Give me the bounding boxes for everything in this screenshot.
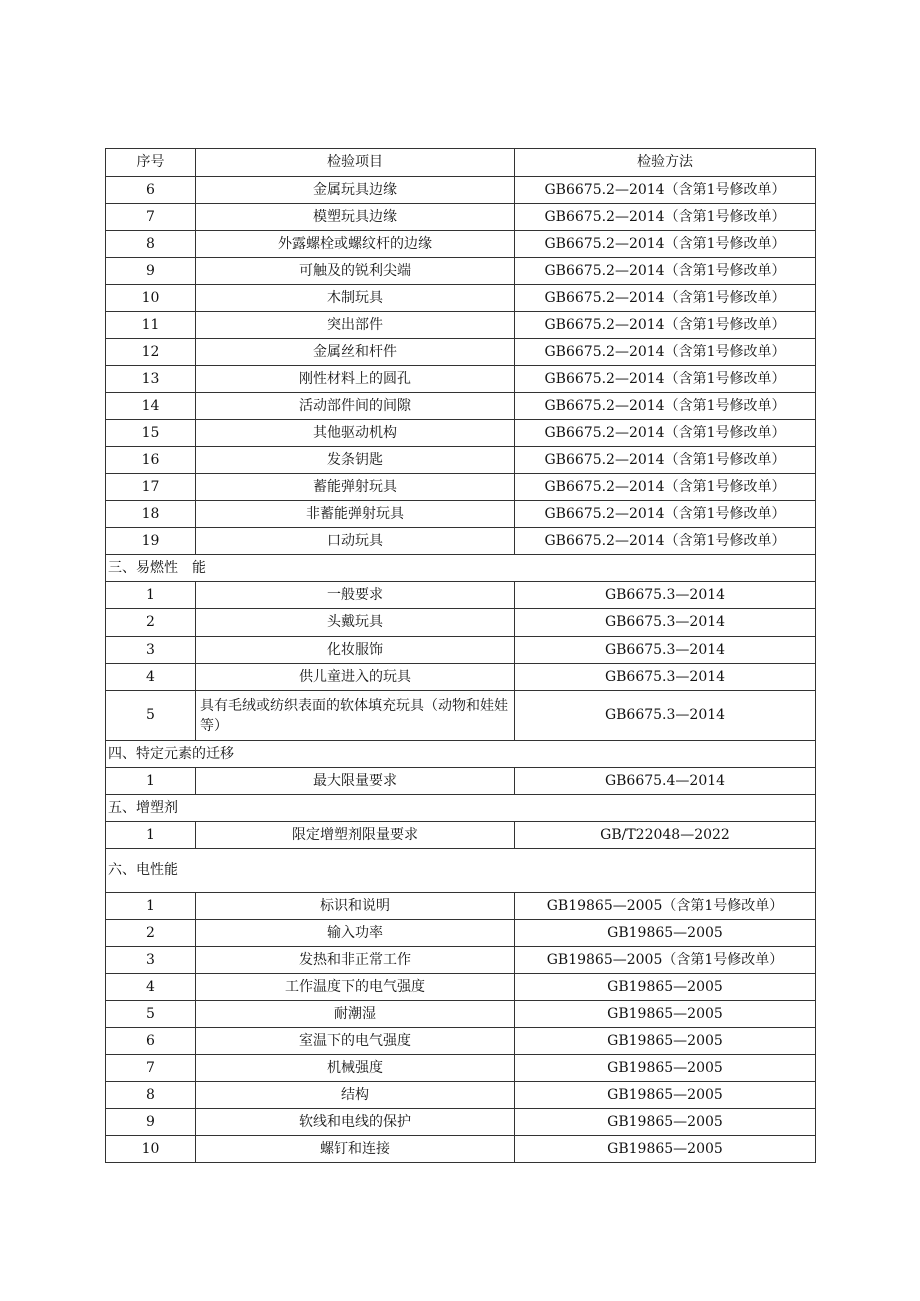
section-heading-row [106, 795, 816, 822]
row-method: GB6675.3—2014 [515, 609, 816, 637]
table-row [106, 664, 816, 691]
table-row [106, 1082, 816, 1109]
row-no: 10 [106, 285, 196, 312]
row-item: 突出部件 [196, 312, 515, 339]
row-method: GB19865—2005 [515, 920, 816, 947]
row-item: 标识和说明 [196, 893, 515, 920]
table-row [106, 1028, 816, 1055]
header-item: 检验项目 [196, 149, 515, 177]
row-method: GB6675.3—2014 [515, 664, 816, 691]
row-item: 其他驱动机构 [196, 420, 515, 447]
row-method: GB6675.3—2014 [515, 582, 816, 609]
row-item: 最大限量要求 [196, 768, 515, 795]
row-no: 1 [106, 822, 196, 849]
table-row [106, 637, 816, 664]
row-no: 8 [106, 1082, 196, 1109]
table-row [106, 1001, 816, 1028]
table-row [106, 947, 816, 974]
table-row [106, 474, 816, 501]
row-item: 口动玩具 [196, 528, 515, 555]
table-row [106, 177, 816, 204]
row-item: 软线和电线的保护 [196, 1109, 515, 1136]
row-no: 2 [106, 609, 196, 637]
row-method: GB6675.2—2014（含第1号修改单） [515, 474, 816, 501]
row-no: 7 [106, 1055, 196, 1082]
section-title: 六、电性能 [106, 849, 816, 893]
row-no: 17 [106, 474, 196, 501]
table-row [106, 366, 816, 393]
row-method: GB19865—2005 [515, 1028, 816, 1055]
table-row [106, 339, 816, 366]
row-method: GB6675.3—2014 [515, 691, 816, 741]
row-item: 输入功率 [196, 920, 515, 947]
row-no: 9 [106, 258, 196, 285]
table-row [106, 528, 816, 555]
row-no: 1 [106, 893, 196, 920]
row-no: 13 [106, 366, 196, 393]
row-no: 5 [106, 1001, 196, 1028]
row-item: 限定增塑剂限量要求 [196, 822, 515, 849]
table-row [106, 768, 816, 795]
row-method: GB6675.2—2014（含第1号修改单） [515, 231, 816, 258]
row-method: GB6675.2—2014（含第1号修改单） [515, 420, 816, 447]
row-method: GB19865—2005 [515, 1109, 816, 1136]
section-title: 五、增塑剂 [106, 795, 816, 822]
row-method: GB19865—2005 [515, 974, 816, 1001]
row-item: 具有毛绒或纺织表面的软体填充玩具（动物和娃娃等） [196, 691, 515, 741]
row-method: GB19865—2005 [515, 1136, 816, 1163]
row-no: 4 [106, 664, 196, 691]
row-no: 7 [106, 204, 196, 231]
table-row [106, 447, 816, 474]
row-item: 发条钥匙 [196, 447, 515, 474]
row-item: 刚性材料上的圆孔 [196, 366, 515, 393]
row-method: GB6675.2—2014（含第1号修改单） [515, 393, 816, 420]
table-row [106, 1055, 816, 1082]
row-method: GB6675.2—2014（含第1号修改单） [515, 177, 816, 204]
table-row [106, 501, 816, 528]
table-row [106, 582, 816, 609]
row-method: GB6675.2—2014（含第1号修改单） [515, 528, 816, 555]
row-method: GB6675.2—2014（含第1号修改单） [515, 204, 816, 231]
row-no: 16 [106, 447, 196, 474]
row-method: GB6675.3—2014 [515, 637, 816, 664]
table-row [106, 312, 816, 339]
row-no: 3 [106, 947, 196, 974]
row-item: 供儿童进入的玩具 [196, 664, 515, 691]
table-row [106, 1136, 816, 1163]
row-item: 头戴玩具 [196, 609, 515, 637]
row-item: 机械强度 [196, 1055, 515, 1082]
row-item: 工作温度下的电气强度 [196, 974, 515, 1001]
table-row [106, 822, 816, 849]
row-method: GB6675.2—2014（含第1号修改单） [515, 447, 816, 474]
table-row [106, 609, 816, 637]
table-row [106, 393, 816, 420]
section-title: 四、特定元素的迁移 [106, 741, 816, 768]
row-method: GB6675.2—2014（含第1号修改单） [515, 366, 816, 393]
row-no: 19 [106, 528, 196, 555]
row-no: 1 [106, 582, 196, 609]
row-item: 活动部件间的间隙 [196, 393, 515, 420]
row-item: 化妆服饰 [196, 637, 515, 664]
row-method: GB19865—2005 [515, 1055, 816, 1082]
row-method: GB6675.4—2014 [515, 768, 816, 795]
row-no: 10 [106, 1136, 196, 1163]
row-no: 4 [106, 974, 196, 1001]
row-item: 结构 [196, 1082, 515, 1109]
row-no: 14 [106, 393, 196, 420]
row-no: 1 [106, 768, 196, 795]
row-no: 3 [106, 637, 196, 664]
section-heading-row [106, 555, 816, 582]
row-no: 6 [106, 177, 196, 204]
table-row [106, 893, 816, 920]
row-no: 12 [106, 339, 196, 366]
row-item: 模塑玩具边缘 [196, 204, 515, 231]
row-item: 蓄能弹射玩具 [196, 474, 515, 501]
row-item: 室温下的电气强度 [196, 1028, 515, 1055]
row-method: GB19865—2005（含第1号修改单） [515, 947, 816, 974]
inspection-table [105, 148, 816, 1163]
table-row [106, 285, 816, 312]
row-no: 5 [106, 691, 196, 741]
header-no: 序号 [106, 149, 196, 177]
table-row [106, 204, 816, 231]
row-no: 6 [106, 1028, 196, 1055]
table-row [106, 1109, 816, 1136]
section-heading-row [106, 741, 816, 768]
row-method: GB6675.2—2014（含第1号修改单） [515, 312, 816, 339]
table-row [106, 420, 816, 447]
row-item: 外露螺栓或螺纹杆的边缘 [196, 231, 515, 258]
row-item: 金属玩具边缘 [196, 177, 515, 204]
header-row [106, 149, 816, 177]
row-item: 耐潮湿 [196, 1001, 515, 1028]
header-method: 检验方法 [515, 149, 816, 177]
table-row [106, 231, 816, 258]
row-no: 11 [106, 312, 196, 339]
row-method: GB6675.2—2014（含第1号修改单） [515, 258, 816, 285]
row-item: 一般要求 [196, 582, 515, 609]
row-item: 木制玩具 [196, 285, 515, 312]
row-method: GB/T22048—2022 [515, 822, 816, 849]
row-item: 可触及的锐利尖端 [196, 258, 515, 285]
row-method: GB6675.2—2014（含第1号修改单） [515, 501, 816, 528]
table-row [106, 920, 816, 947]
row-no: 9 [106, 1109, 196, 1136]
row-no: 2 [106, 920, 196, 947]
row-item: 非蓄能弹射玩具 [196, 501, 515, 528]
row-no: 18 [106, 501, 196, 528]
row-no: 15 [106, 420, 196, 447]
table-row [106, 258, 816, 285]
table-row [106, 691, 816, 741]
row-item: 螺钉和连接 [196, 1136, 515, 1163]
table-row [106, 974, 816, 1001]
row-method: GB19865—2005 [515, 1001, 816, 1028]
row-item: 发热和非正常工作 [196, 947, 515, 974]
row-no: 8 [106, 231, 196, 258]
row-item: 金属丝和杆件 [196, 339, 515, 366]
section-title: 三、易燃性 能 [106, 555, 816, 582]
row-method: GB6675.2—2014（含第1号修改单） [515, 285, 816, 312]
row-method: GB19865—2005 [515, 1082, 816, 1109]
row-method: GB6675.2—2014（含第1号修改单） [515, 339, 816, 366]
section-heading-row [106, 849, 816, 893]
row-method: GB19865—2005（含第1号修改单） [515, 893, 816, 920]
